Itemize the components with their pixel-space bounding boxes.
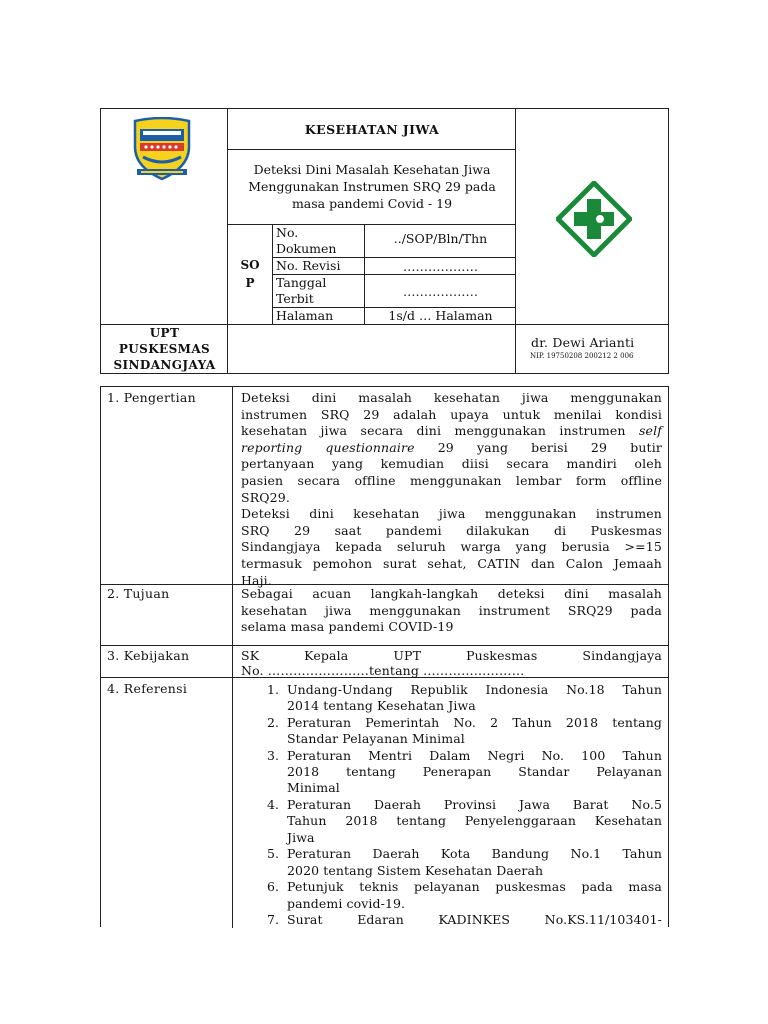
list-item-text: Surat Edaran KADINKES No.KS.11/103401-	[287, 912, 662, 928]
text-segment: 29 yang berisi 29 butir	[437, 439, 662, 455]
list-item-number: 6.	[267, 879, 280, 895]
page-value: 1s/d … Halaman	[388, 308, 493, 323]
list-item-number: 7.	[267, 912, 280, 928]
list-item-text: Petunjuk teknis pelayanan puskesmas pada masa	[287, 879, 662, 895]
text-line: instrumen SRQ 29 adalah upaya untuk menilai kondisi	[241, 406, 662, 422]
doc-number-label	[276, 225, 336, 257]
text-line: Sebagai acuan langkah-langkah deteksi dini masalah	[241, 586, 662, 601]
text-line: termasuk pemohon surat sehat, CATIN dan Calon Jemaah	[241, 555, 662, 571]
list-item	[241, 682, 662, 714]
text-line	[241, 423, 662, 440]
organization-line3: SINDANGJAYA	[113, 358, 216, 372]
text-line: No. ……………………tentang ……………………	[241, 663, 525, 678]
list-item-text: 2014 tentang Kesehatan Jiwa	[287, 698, 476, 714]
list-item	[241, 748, 662, 797]
list-item	[241, 846, 662, 878]
sop-content-table	[100, 386, 669, 927]
puskesmas-cross-icon	[556, 181, 632, 257]
list-item-number: 1.	[267, 682, 280, 697]
tujuan-text	[241, 586, 662, 636]
list-item-text: Minimal	[287, 780, 340, 796]
list-item-text: 2020 tentang Sistem Kesehatan Daerah	[287, 862, 544, 878]
pengertian-label: 1. Pengertian	[107, 390, 196, 405]
text-line: Deteksi dini kesehatan jiwa menggunakan instrumen	[241, 506, 662, 522]
city-crest-icon	[131, 117, 193, 183]
list-item-text: Peraturan Mentri Dalam Negri No. 100 Tahun	[287, 748, 662, 763]
text-segment-italic: reporting questionnaire	[241, 439, 415, 455]
sop-header-table	[100, 108, 669, 374]
list-item	[241, 797, 662, 846]
list-item-number: 3.	[267, 748, 280, 763]
text-line: SRQ 29 saat pandemi dilakukan di Puskesmas	[241, 522, 662, 538]
text-line: Haji.	[241, 572, 272, 588]
referensi-label: 4. Referensi	[107, 681, 188, 696]
issue-date-label-line1: Tanggal	[276, 275, 327, 290]
organization-name	[101, 324, 228, 374]
text-line: pasien secara offline menggunakan lembar form offline	[241, 472, 662, 488]
list-item	[241, 715, 662, 747]
list-item-text: Standar Pelayanan Minimal	[287, 731, 465, 747]
text-line	[241, 440, 662, 457]
document-subtitle: Deteksi Dini Masalah Kesehatan Jiwa Menggunakan Instrumen SRQ 29 pada masa pandemi Covid - 19	[248, 162, 496, 211]
text-line: Sindangjaya kepada seluruh warga yang berusia >=15	[241, 539, 662, 555]
kebijakan-text	[241, 648, 662, 678]
referensi-list	[241, 682, 662, 930]
list-item-text: Tahun 2018 tentang Penyelenggaraan Kesehatan	[287, 813, 662, 829]
list-item-text: Peraturan Pemerintah No. 2 Tahun 2018 tentang	[287, 715, 662, 730]
list-item	[241, 912, 662, 929]
logo-cell	[101, 109, 228, 324]
tujuan-label: 2. Tujuan	[107, 586, 170, 601]
list-item-text: Peraturan Daerah Provinsi Jawa Barat No.5	[287, 797, 662, 813]
text-line: Deteksi dini masalah kesehatan jiwa menggunakan	[241, 390, 662, 405]
text-line: kesehatan jiwa menggunakan instrument SRQ29 pada	[241, 602, 662, 618]
pengertian-text	[241, 390, 662, 589]
list-item	[241, 879, 662, 911]
doc-number-value: ../SOP/Bln/Thn	[393, 231, 488, 246]
kebijakan-label: 3. Kebijakan	[107, 648, 190, 663]
text-segment: kesehatan jiwa secara dini menggunakan instrumen	[241, 423, 626, 439]
list-item-text: Peraturan Daerah Kota Bandung No.1 Tahun	[287, 846, 662, 862]
issue-date-label-line2: Terbit	[276, 291, 314, 306]
text-line: selama masa pandemi COVID-19	[241, 619, 454, 635]
list-item-text: pandemi covid-19.	[287, 895, 406, 911]
list-item-text: Jiwa	[287, 829, 315, 845]
issue-date-value: ………………	[403, 284, 478, 299]
doc-number-label-line2: Dokumen	[276, 241, 337, 256]
list-item-number: 4.	[267, 797, 280, 813]
issue-date-label	[276, 275, 326, 307]
list-item-text: Undang-Undang Republik Indonesia No.18 Tahun	[287, 682, 662, 697]
sop-label-line1: SO	[240, 258, 260, 272]
page-label: Halaman	[276, 308, 334, 323]
list-item-text: 2018 tentang Penerapan Standar Pelayanan	[287, 764, 662, 780]
document-title: KESEHATAN JIWA	[304, 121, 440, 137]
text-segment-italic: self	[638, 423, 663, 439]
puskesmas-logo-cell	[516, 109, 668, 324]
text-line: pertanyaan yang kemudian diisi secara mandiri oleh	[241, 456, 662, 472]
organization-line1: UPT	[149, 326, 180, 340]
signer-name: dr. Dewi Arianti	[531, 335, 635, 350]
organization-line2: PUSKESMAS	[118, 342, 211, 356]
doc-number-label-line1: No.	[276, 225, 299, 240]
list-item-number: 5.	[267, 846, 280, 862]
revision-value: ………………	[403, 259, 478, 274]
text-line: SK Kepala UPT Puskesmas Sindangjaya	[241, 648, 662, 663]
sop-label	[228, 224, 272, 324]
text-line: SRQ29.	[241, 489, 291, 505]
revision-label: No. Revisi	[276, 258, 341, 273]
sop-label-line2: P	[245, 276, 255, 290]
list-item-number: 2.	[267, 715, 280, 730]
signer-nip: NIP. 19750208 200212 2 006	[530, 352, 634, 360]
